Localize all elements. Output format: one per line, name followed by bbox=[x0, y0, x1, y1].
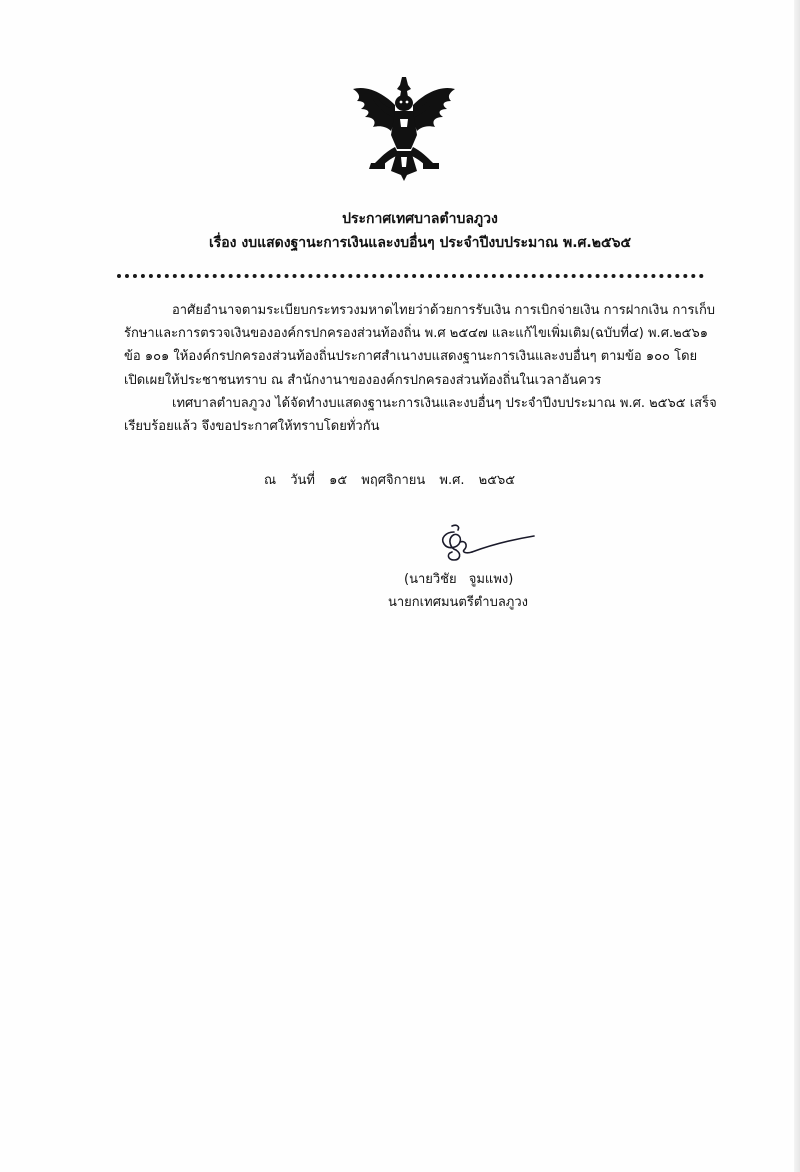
announcement-issuer: ประกาศเทศบาลตำบลภูวง bbox=[342, 211, 498, 227]
body-paragraph-2-line-1: เทศบาลตำบลภูวง ได้จัดทำงบแสดงฐานะการเงินและงบอื่นๆ ประจำปีงบประมาณ พ.ศ. ๒๕๖๕ เสร็จ bbox=[172, 396, 717, 411]
dotted-divider bbox=[117, 274, 704, 278]
announcement-date: ณ วันที่ ๑๕ พฤศจิกายน พ.ศ. ๒๕๖๕ bbox=[264, 473, 516, 488]
body-paragraph-1-line-4: เปิดเผยให้ประชาชนทราบ ณ สำนักงานาขององค์กรปกครองส่วนท้องถิ่นในเวลาอันควร bbox=[124, 373, 602, 388]
signatory-position: นายกเทศมนตรีตำบลภูวง bbox=[388, 595, 528, 610]
garuda-emblem-icon bbox=[345, 75, 463, 183]
body-paragraph-1-line-2: รักษาและการตรวจเงินขององค์กรปกครองส่วนท้องถิ่น พ.ศ ๒๕๔๗ และแก้ไขเพิ่มเติม(ฉบับที่๔) พ.ศ.๒๕๖๑ bbox=[124, 326, 708, 341]
signatory-name: (นายวิชัย จูมแพง) bbox=[404, 572, 514, 587]
body-paragraph-1-line-1: อาศัยอำนาจตามระเบียบกระทรวงมหาดไทยว่าด้วยการรับเงิน การเบิกจ่ายเงิน การฝากเงิน การเก็บ bbox=[172, 303, 716, 318]
body-paragraph-2-line-2: เรียบร้อยแล้ว จึงขอประกาศให้ทราบโดยทั่วกัน bbox=[124, 419, 380, 434]
handwritten-signature bbox=[432, 522, 538, 566]
body-paragraph-1-line-3: ข้อ ๑๐๑ ให้องค์กรปกครองส่วนท้องถิ่นประกาศสำเนางบแสดงฐานะการเงินและงบอื่นๆ ตามข้อ ๑๐๐ โดย bbox=[124, 349, 698, 364]
scan-edge bbox=[794, 0, 800, 1172]
announcement-subject: เรื่อง งบแสดงฐานะการเงินและงบอื่นๆ ประจำปีงบประมาณ พ.ศ.๒๕๖๕ bbox=[208, 235, 632, 251]
